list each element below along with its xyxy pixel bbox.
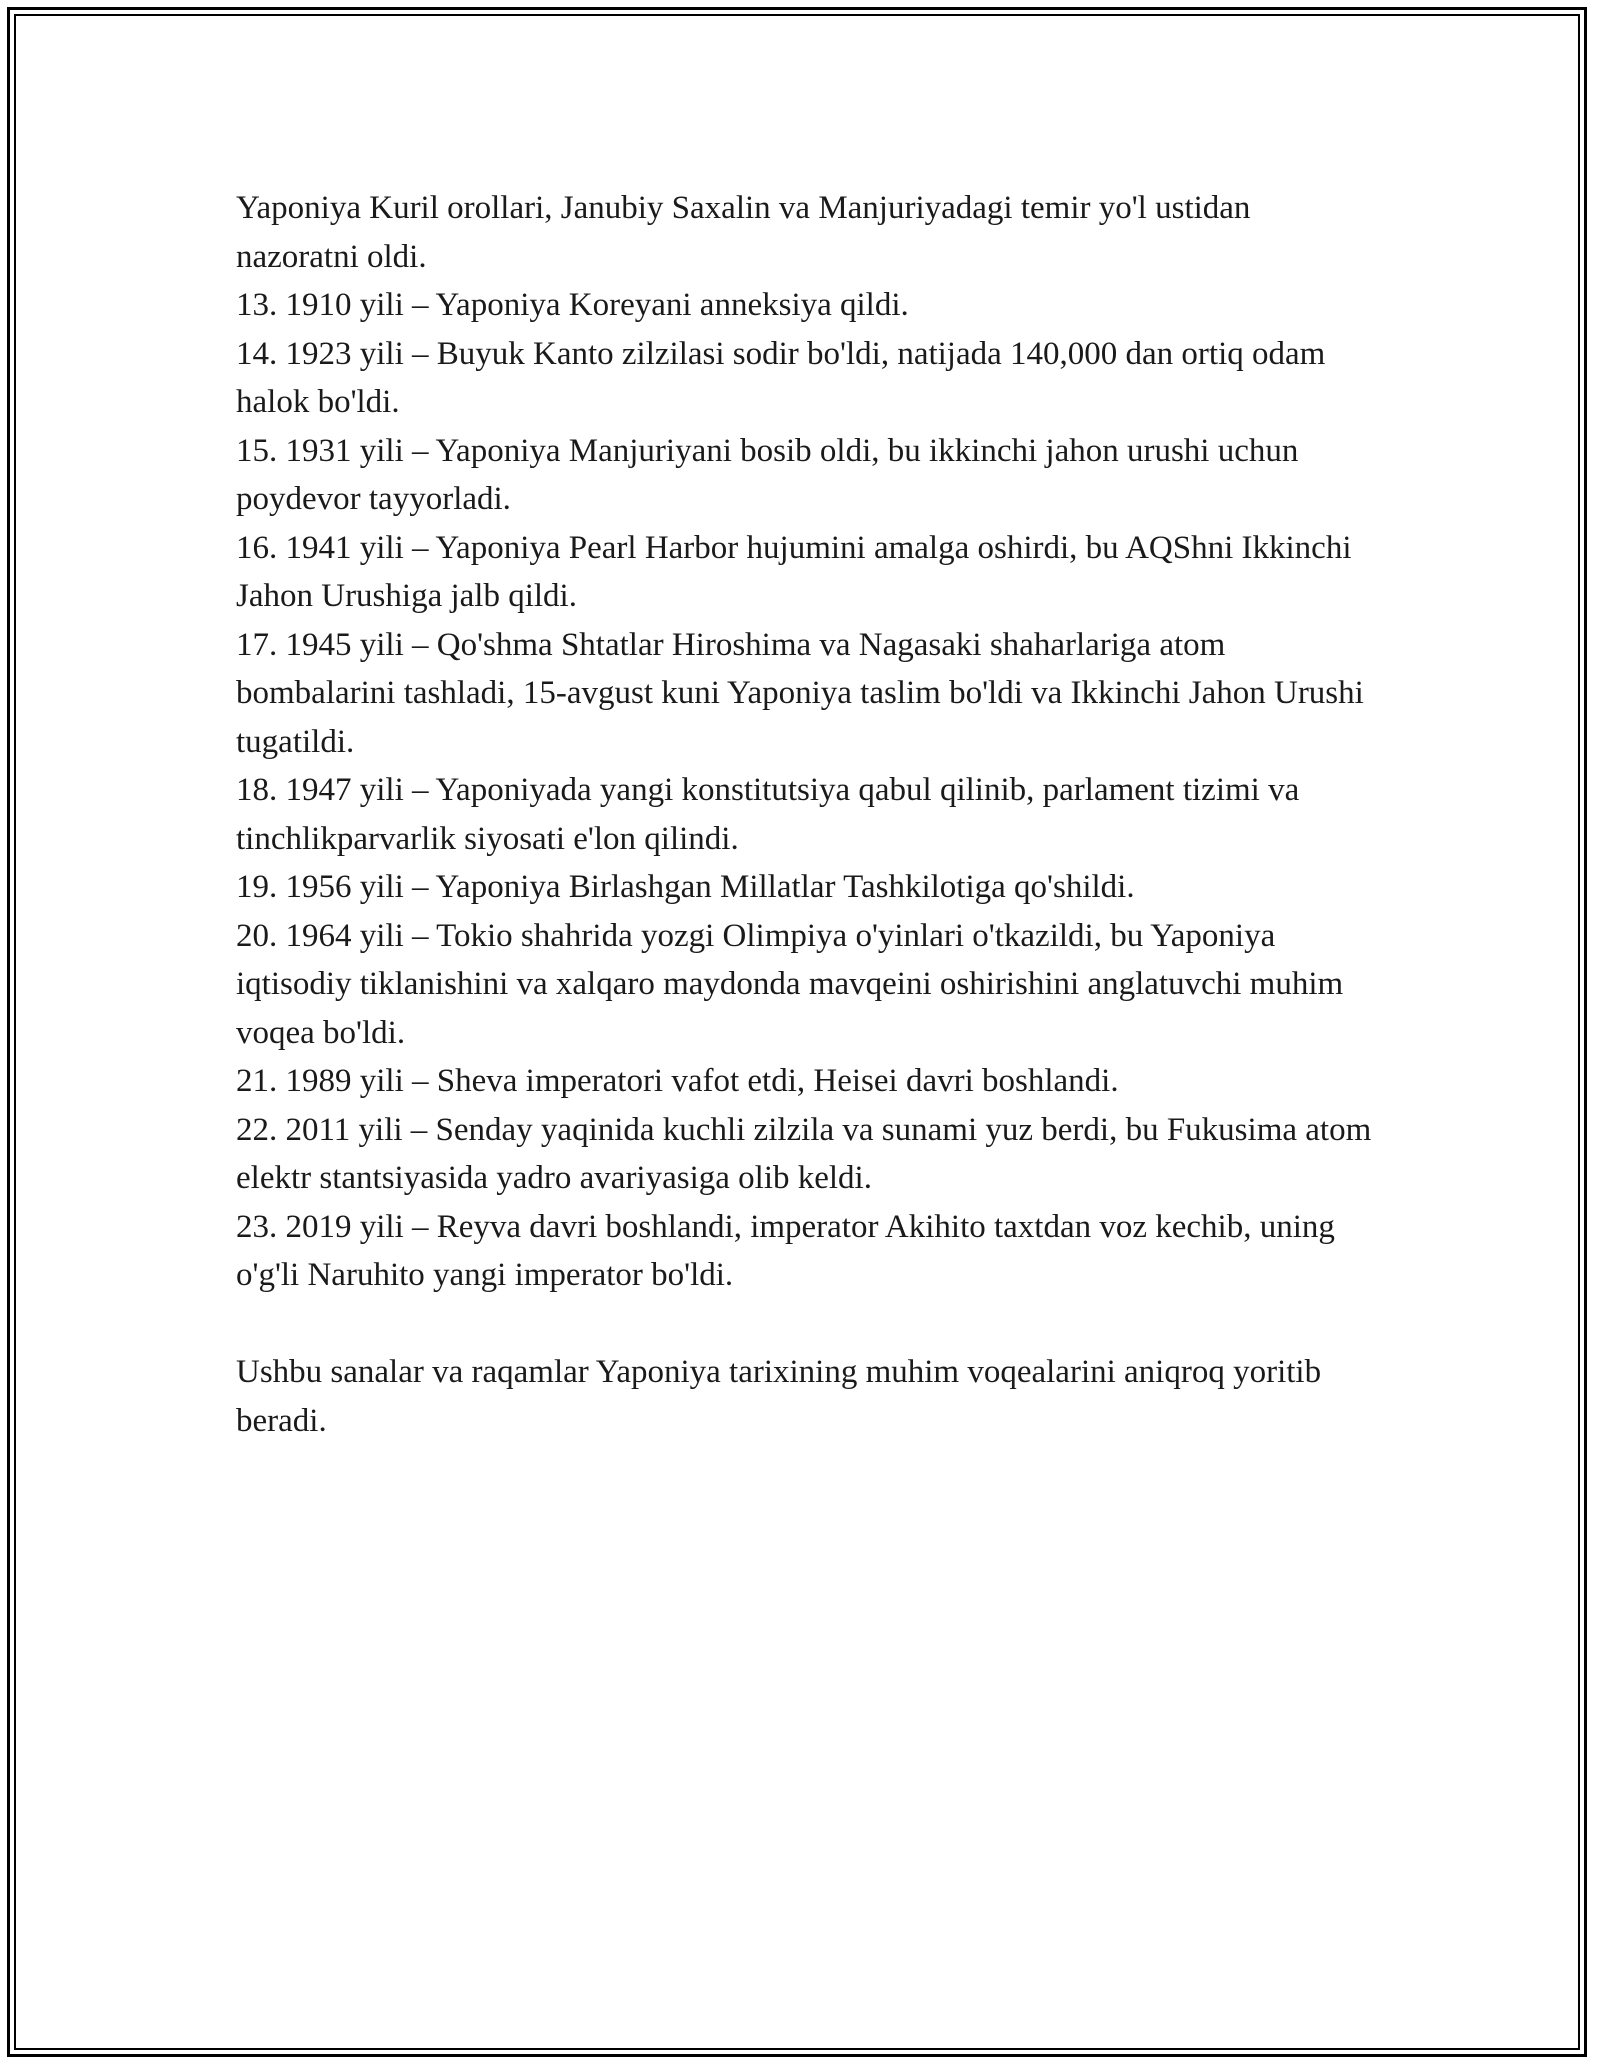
event-item: 23. 2019 yili – Reyva davri boshlandi, imperator Akihito taxtdan voz kechib, uning o'g'li Naruhito yangi imperator bo'ldi.	[236, 1208, 1335, 1293]
event-item: 22. 2011 yili – Senday yaqinida kuchli zilzila va sunami yuz berdi, bu Fukusima atom elektr stantsiyasida yadro avariyasiga olib keldi.	[236, 1111, 1372, 1196]
event-item: 18. 1947 yili – Yaponiyada yangi konstitutsiya qabul qilinib, parlament tizimi va tinchlikparvarlik siyosati e'lon qilindi.	[236, 772, 1300, 857]
intro-paragraph: Yaponiya Kuril orollari, Janubiy Saxalin va Manjuriyadagi temir yo'l ustidan nazoratni oldi.	[236, 190, 1251, 275]
event-item: 16. 1941 yili – Yaponiya Pearl Harbor hujumini amalga oshirdi, bu AQShni Ikkinchi Jahon Urushiga jalb qildi.	[236, 529, 1352, 614]
conclusion-paragraph: Ushbu sanalar va raqamlar Yaponiya tarixining muhim voqealarini aniqroq yoritib beradi.	[236, 1354, 1322, 1439]
event-item: 15. 1931 yili – Yaponiya Manjuriyani bosib oldi, bu ikkinchi jahon urushi uchun poydevor tayyorladi.	[236, 432, 1299, 517]
document-body	[236, 184, 1376, 1445]
event-item: 14. 1923 yili – Buyuk Kanto zilzilasi sodir bo'ldi, natijada 140,000 dan ortiq odam halok bo'ldi.	[236, 335, 1326, 420]
event-item: 20. 1964 yili – Tokio shahrida yozgi Olimpiya o'yinlari o'tkazildi, bu Yaponiya iqtisodiy tiklanishini va xalqaro maydonda mavqeini oshirishini anglatuvchi muhim voqea bo'ldi.	[236, 917, 1344, 1051]
event-item: 13. 1910 yili – Yaponiya Koreyani anneksiya qildi.	[236, 287, 909, 323]
event-item: 17. 1945 yili – Qo'shma Shtatlar Hiroshima va Nagasaki shaharlariga atom bombalarini tashladi, 15-avgust kuni Yaponiya taslim bo'ldi va Ikkinchi Jahon Urushi tugatildi.	[236, 626, 1364, 760]
event-item: 21. 1989 yili – Sheva imperatori vafot etdi, Heisei davri boshlandi.	[236, 1063, 1119, 1099]
paragraph-spacer	[236, 1300, 1376, 1349]
event-item: 19. 1956 yili – Yaponiya Birlashgan Millatlar Tashkilotiga qo'shildi.	[236, 869, 1135, 905]
